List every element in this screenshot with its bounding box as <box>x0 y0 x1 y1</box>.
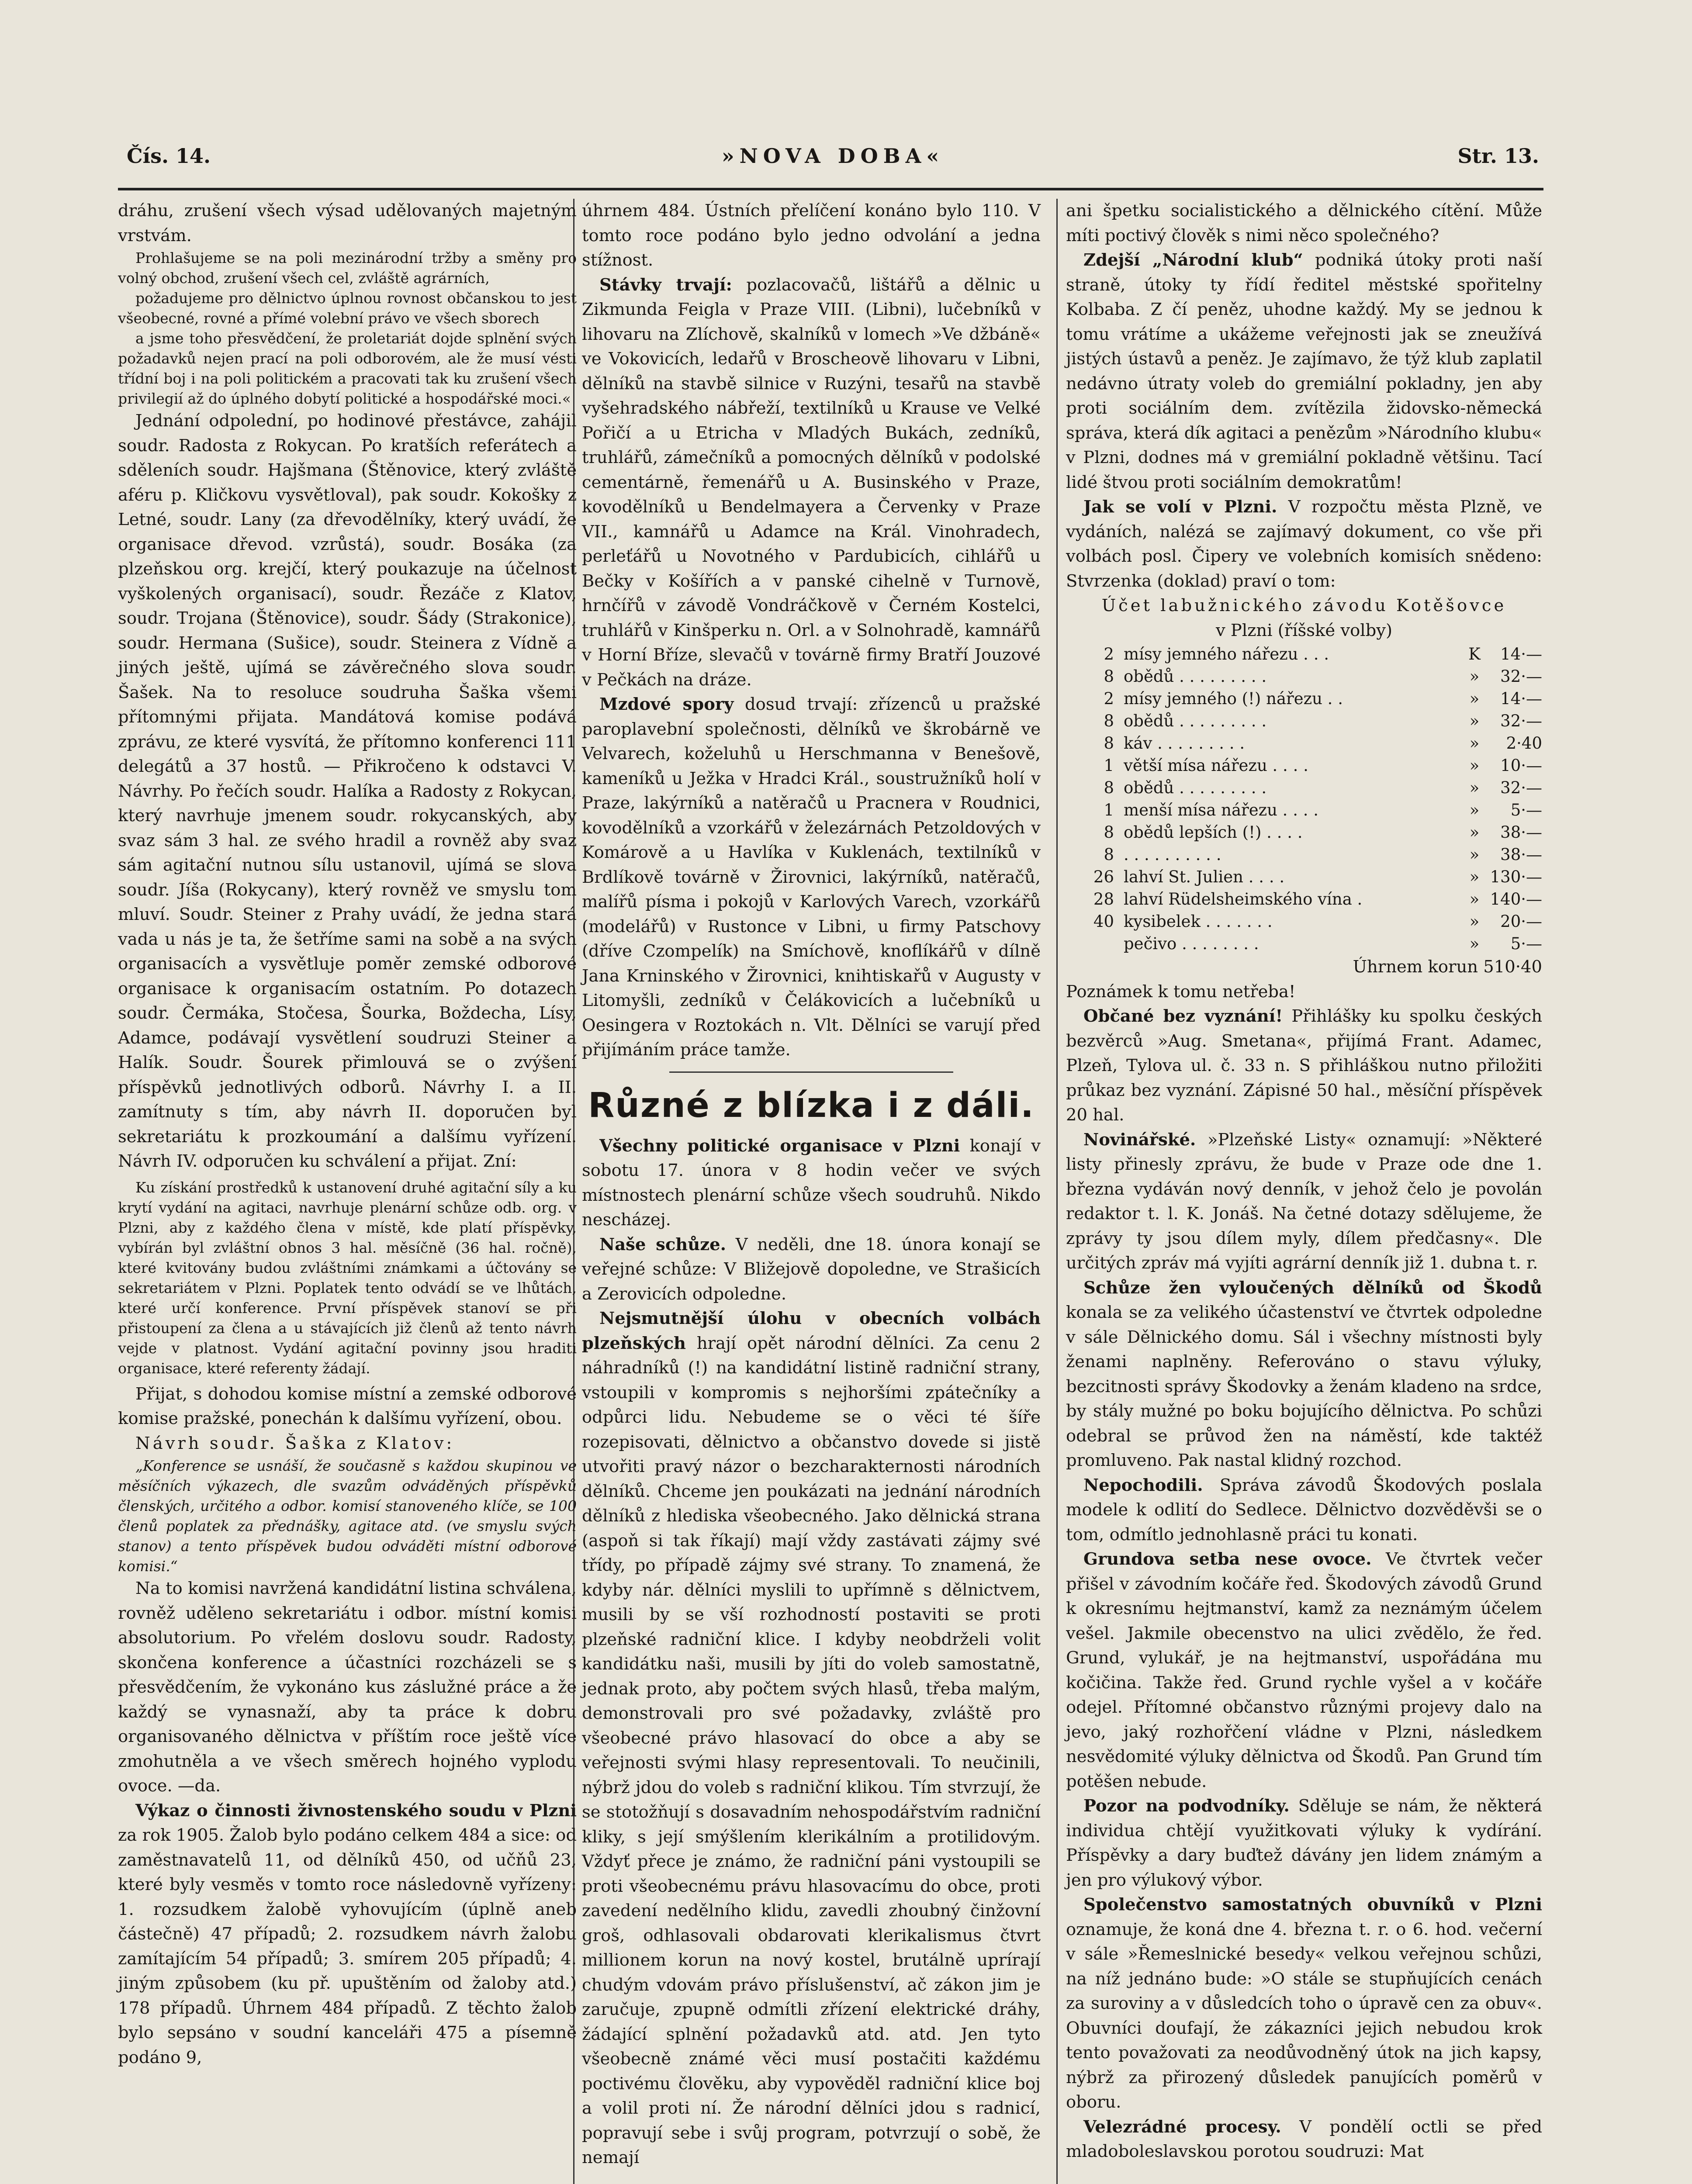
paragraph: Poznámek k tomu netřeba! <box>1066 981 1296 1002</box>
paragraph <box>1066 1547 1542 1794</box>
paragraph-heading: Velezrádné procesy. <box>1083 2117 1281 2137</box>
account-row <box>1066 933 1542 955</box>
paragraph <box>1066 1473 1542 1548</box>
item-amount: 5·— <box>1510 934 1542 953</box>
paragraph-text: V neděli, dne 18. února konají se veřejné schůze: V Bližejově dopoledne, ve Strašicích a Zerovicích odpoledne. <box>582 1234 1041 1304</box>
paragraph: Prohlašujeme se na poli mezinárodní tržby a směny pro volný obchod, zrušení všech cel, zvláště agrárních, <box>118 249 577 287</box>
paragraph-heading: Mzdové spory <box>599 695 734 714</box>
paragraph-text: Správa závodů Škodových poslala modele k odlití do Sedlece. Dělnictvo dozvěděvši se o tom, odmítlo jednohlasně práci tu konati. <box>1066 1475 1542 1545</box>
paragraph-heading: Pozor na podvodníky. <box>1083 1796 1290 1816</box>
item-name: lahví Rüdelsheimského vína . <box>1124 890 1363 909</box>
paragraph: a jsme toho přesvědčení, že proletariát dojde splnění svých požadavků nejen prací na poli odborovém, ale že musí vésti třídní boj i na poli politickém a pracovati tak ku zrušení všech privilegií až do úplného dobytí politické a hospodářské moci.« <box>118 330 577 407</box>
paragraph-text: podniká útoky proti naší straně, útoky ty řídí ředitel městské spořitelny Kolbaba. Z čí peněz, uhodne každý. My se jednou k tomu vrátíme a ukážeme veřejnosti jak se zneužívá jistých ústavů a peněz. Je zajímavo, že týž klub zaplatil nedávno útraty voleb do gremiální pokladny, jen aby proti sociálním dem. zvítězila židovsko-německá správa, která dík agitaci a penězům »Národního klubu« v Plzni, dodnes má v gremiální pokladně většinu. Tací lidé štvou proti sociálním demokratům! <box>1066 250 1542 492</box>
account-row <box>1066 665 1542 688</box>
paragraph: Na to komisi navržená kandidátní listina schválena, rovněž uděleno sekretariátu i odbor. místní komisi absolutorium. Po vřelém doslovu soudr. Radosty, skončena konference a účastníci rozcházeli se s přesvědčením, že vykonáno kus záslužné práce a že každý se vynasnaží, aby ta práce k dobru organisovaného dělnictva v příštím roce ještě více zmohutněla a ve všech směrech hojného vyplodu ovoce. —da. <box>118 1579 577 1796</box>
item-count: 1 <box>1104 801 1114 819</box>
item-amount: 14·— <box>1500 645 1542 663</box>
paragraph-heading: Všechny politické organisace v Plzni <box>599 1136 960 1156</box>
paragraph-heading: Nepochodili. <box>1083 1475 1203 1495</box>
item-name: lahví St. Julien . . . . <box>1124 867 1285 886</box>
item-count: 2 <box>1104 645 1114 663</box>
item-name: mísy jemného nářezu . . . <box>1124 645 1329 663</box>
currency: » <box>1469 823 1480 842</box>
account-row <box>1066 710 1542 732</box>
item-amount: 32·— <box>1500 712 1542 730</box>
paragraph-text: Ve čtvrtek večer přišel v závodním kočáře řed. Škodových závodů Grund k okresnímu hejtmanství, kamž za neznámým účelem vešel. Jakmile obecenstvo na ulici zvědělo, že řed. Grund, vylukář, je na hejtmanství, uspořádána mu kočičina. Takže řed. Grund rychle vyšel a v kočáře odejel. Přítomné občanstvo různými projevy dalo na jevo, jaký rozhořčení vládne v Plzni, následkem nesvědomité výluky dělnictva od Škodů. Pan Grund tím potěšen nebude. <box>1066 1549 1542 1791</box>
currency: » <box>1469 867 1480 886</box>
account-subtitle: v Plzni (říšské volby) <box>1215 620 1393 640</box>
paragraph <box>1066 248 1542 495</box>
account-row <box>1066 866 1542 888</box>
item-amount: 10·— <box>1500 756 1542 775</box>
account-row <box>1066 910 1542 933</box>
currency: » <box>1469 801 1480 819</box>
item-count: 8 <box>1104 734 1114 753</box>
item-amount: 32·— <box>1500 778 1542 797</box>
paragraph: požadujeme pro dělnictvo úplnou rovnost občanskou to jest všeobecné, rovné a přímé volební právo ve všech sborech <box>118 290 577 327</box>
item-name: . . . . . . . . . . <box>1124 845 1221 864</box>
account-row <box>1066 821 1542 843</box>
paragraph-heading: Zdejší „Národní klub“ <box>1083 250 1303 270</box>
paragraph-text: V rozpočtu města Plzně, ve vydáních, nalézá se zajímavý dokument, co vše při volbách posl. Čipery ve volebních komisích snědeno: Stvrzenka (doklad) praví o tom: <box>1066 497 1542 591</box>
paragraph-heading: Grundova setba nese ovoce. <box>1083 1549 1372 1569</box>
item-amount: 14·— <box>1500 689 1542 708</box>
currency: » <box>1469 712 1480 730</box>
paragraph <box>1066 1276 1542 1473</box>
item-count: 28 <box>1093 890 1114 909</box>
column-3 <box>1066 199 1542 2164</box>
item-count: 8 <box>1104 823 1114 842</box>
item-count: 8 <box>1104 712 1114 730</box>
item-count: 1 <box>1104 756 1114 775</box>
item-name: pečivo . . . . . . . . <box>1124 934 1259 953</box>
currency: » <box>1469 912 1480 931</box>
newspaper-title: »NOVA DOBA« <box>721 144 945 168</box>
paragraph: úhrnem 484. Ústních přelíčení konáno bylo 110. V tomto roce podáno bylo jedno odvolání a jedna stížnost. <box>582 201 1041 270</box>
quoted-proposal: Ku získání prostředků k ustanovení druhé agitační síly a ku krytí vydání na agitaci, navrhuje plenární schůze odb. org. v Plzni, aby z každého člena v místě, kde platí příspěvky, vybírán byl zvláštní obnos 3 hal. měsíčně (36 hal. ročně), které kvitovány budou zvláštními známkami a účtovány se sekretariátem v Plzni. Poplatek tento odvádí se ve lhůtách, které určí konference. První příspěvek stanoví se při přistoupení za člena a u stávajících již členů až tento návrh vejde v platnost. Vydání agitační povinny jsou hraditi organisace, které referenty žádají. <box>118 1178 577 1377</box>
currency: » <box>1469 890 1480 909</box>
paragraph <box>118 1799 577 2070</box>
item-name: obědů lepších (!) . . . . <box>1124 823 1303 842</box>
issue-number: Čís. 14. <box>127 144 211 168</box>
paragraph-text: V pondělí octli se před mladoboleslavskou porotou soudruzi: Mat <box>1066 2117 1542 2161</box>
paragraph-heading: Výkaz o činnosti živnostenského soudu v Plzni <box>135 1800 577 1821</box>
paragraph-text: konají v sobotu 17. února v 8 hodin večer ve svých místnostech plenární schůze všech soudruhů. Nikdo nescházej. <box>582 1136 1041 1230</box>
paragraph-text: pozlacovačů, lištářů a dělnic u Zikmunda Feigla v Praze VIII. (Libni), lučebníků v lihovaru na Zlíchově, skalníků v lomech »Ve džbáně« ve Vokovicích, ledařů v Broscheově lihovaru v Libni, dělníků na stavbě silnice v Ruzýni, tesařů na stavbě vyšehradského nábřeží, textilníků u Krause ve Velké Pořičí a u Etricha v Mladých Bukách, zedníků, truhlářů, zámečníků a pomocných dělníků v podolské cementárně, řemenářů u A. Businského v Praze, kovodělníků u Bendelmayera a Červenky v Praze VII., kamnářů u Adamce na Král. Vinohradech, perleťářů u Novotného v Pardubicích, cihlářů u Bečky v Košířích a v panské cihelně v Turnově, hrnčířů v závodě Vondráčkově v Černém Kostelci, truhlářů v Kinšperku n. Orl. a v Solnohradě, kamnářů v Horní Bříze, slevačů v továrně firmy Bratří Jouzové v Pečkách na dráze. <box>582 275 1041 690</box>
paragraph: dráhu, zrušení všech výsad udělovaných majetným vrstvám. <box>118 201 577 245</box>
currency: » <box>1469 845 1480 864</box>
currency: » <box>1469 934 1480 953</box>
item-name: káv . . . . . . . . . <box>1124 734 1245 753</box>
account-row <box>1066 732 1542 754</box>
item-name: menší mísa nářezu . . . . <box>1124 801 1319 819</box>
paragraph: Návrh soudr. Šaška z Klatov: <box>135 1433 455 1453</box>
paragraph-text: konala se za velikého účastenství ve čtvrtek odpoledne v sále Dělnického domu. Sál i všechny místnosti byly ženami naplněny. Referováno o stavu výluky, bezcitnosti správy Škodovky a ženám kladeno na srdce, by stály mužné po boku bojujícího dělnictva. Po schůzi odebral se průvod žen na náměstí, kde taktéž promluveno. Pak nastal klidný rozchod. <box>1066 1303 1542 1470</box>
item-amount: 20·— <box>1500 912 1542 931</box>
account-row <box>1066 777 1542 799</box>
paragraph <box>582 1306 1041 2170</box>
column-divider <box>1056 199 1058 2184</box>
paragraph <box>582 692 1041 1063</box>
paragraph: Přijat, s dohodou komise místní a zemské odborové komise pražské, ponechán k dalšímu vyřízení, obou. <box>118 1384 577 1428</box>
currency: » <box>1469 667 1480 686</box>
account-row <box>1066 843 1542 866</box>
paragraph-heading: Schůze žen vyloučených dělníků od Škodů <box>1083 1278 1542 1298</box>
currency: » <box>1469 778 1480 797</box>
paragraph-text: za rok 1905. Žalob bylo podáno celkem 484 a sice: od zaměstnavatelů 11, od dělníků 450, od učňů 23, které byly vesměs v tomto roce následovně vyřízeny: 1. rozsudkem žalobě vyhovujícím (úplně aneb částečně) 47 případů; 2. rozsudkem návrh žalobu zamítajícím 54 případů; 3. smírem 205 případů; 4. jiným způsobem (ku př. upuštěním od žaloby atd.) 178 případů. Úhrnem 484 případů. Z těchto žalob bylo sepsáno v soudní kanceláři 475 a písemně podáno 9, <box>118 1825 577 2067</box>
currency: K <box>1468 645 1481 663</box>
section-heading: Různé z blízka i z dáli. <box>588 1085 1035 1125</box>
item-name: mísy jemného (!) nářezu . . <box>1124 689 1343 708</box>
paragraph <box>1066 2115 1542 2164</box>
quoted-proposal: „Konference se usnáší, že současně s každou skupinou ve měsíčních výkazech, dle svazům odváděných příspěvků členských, určitého a odbor. komisí stanoveného klíče, se 100 členů poplatek za přednášky, agitace atd. (ve smyslu svých stanov) a tento příspěvek budou odváděti místní odborové komisi.“ <box>118 1457 577 1575</box>
item-name: kysibelek . . . . . . . <box>1124 912 1273 931</box>
paragraph-text: dosud trvají: zřízenců u pražské paroplavební společnosti, dělníků ve škrobárně ve Velvarech, koželuhů u Herschmanna v Benešově, kameníků u Ježka v Hradci Král., soustružníků holí v Praze, lakýrníků a natěračů u Pracnera v Roudnici, kovodělníků a vzorkářů v železárnách Petzoldových v Komárově a u Havlíka v Kuklenách, textilníků v Brdlíkově továrně v Žirovnici, lakýrníků, natěračů, malířů písma i pokojů v Karlových Varech, vzorkářů (modelářů) v Rustonce v Libni, u firmy Patschovy (dříve Czompelík) na Smíchově, knoflíkářů v dílně Jana Krninského v Žirovnici, knihtiskařů v Augusty v Litomyšli, zedníků v Čelákovicích a lučebníků u Oesingera v Roztokách n. Vlt. Dělníci se varují před přijímáním práce tamže. <box>582 695 1041 1060</box>
paragraph <box>1066 1893 1542 2115</box>
paragraph <box>582 1134 1041 1233</box>
paragraph-text: Přihlášky ku spolku českých bezvěrců »Aug. Smetana«, přijímá Frant. Adamec, Plzeň, Tylova ul. č. 33 n. S přihláškou nutno přiložiti průkaz bez vyznání. Zápisné 50 hal., měsíční příspěvek 20 hal. <box>1066 1006 1542 1125</box>
paragraph <box>582 273 1041 693</box>
item-count: 26 <box>1093 867 1114 886</box>
paragraph-heading: Novinářské. <box>1083 1130 1196 1150</box>
paragraph-heading: Naše schůze. <box>599 1234 727 1254</box>
account-table <box>1066 643 1542 955</box>
item-amount: 32·— <box>1500 667 1542 686</box>
item-count: 2 <box>1104 689 1114 708</box>
currency: » <box>1469 756 1480 775</box>
currency: » <box>1469 734 1480 753</box>
page-number: Str. 13. <box>1457 144 1539 168</box>
header-rule <box>118 188 1543 190</box>
account-row <box>1066 799 1542 821</box>
paragraph-heading: Stávky trvají: <box>599 275 732 295</box>
account-total: Úhrnem korun 510·40 <box>1353 957 1542 977</box>
paragraph-heading: Společenstvo samostatných obuvníků v Plzni <box>1083 1895 1542 1914</box>
column-1 <box>118 199 577 2070</box>
account-row <box>1066 888 1542 910</box>
paragraph-text: »Plzeňské Listy« oznamují: »Některé listy přinesly zprávu, že bude v Praze ode dne 1. března vydáván nový denník, v jehož čelo je povolán redaktor t. l. K. Jonáš. Na četné dotazy sdělujeme, že zprávy ty jsou dílem myly, dílem předčasny«. Dle určitých zpráv má vyjíti agrární denník již 1. dubna t. r. <box>1066 1130 1542 1273</box>
paragraph <box>1066 495 1542 594</box>
page-header <box>127 140 1539 179</box>
paragraph <box>1066 1128 1542 1276</box>
item-name: obědů . . . . . . . . . <box>1124 712 1267 730</box>
paragraph-heading: Nejsmutnější úlohu v obecních volbách plzeňských <box>582 1309 1041 1353</box>
paragraph <box>582 1233 1041 1307</box>
item-amount: 38·— <box>1500 823 1542 842</box>
item-count: 40 <box>1093 912 1114 931</box>
paragraph-heading: Jak se volí v Plzni. <box>1083 497 1277 517</box>
divider <box>669 1071 953 1073</box>
item-amount: 38·— <box>1500 845 1542 864</box>
paragraph: ani špetku socialistického a dělnického cítění. Může míti poctivý člověk s nimi něco společného? <box>1066 201 1542 245</box>
item-count: 8 <box>1104 778 1114 797</box>
item-amount: 2·40 <box>1506 734 1542 753</box>
account-row <box>1066 643 1542 665</box>
paragraph-text: Sděluje se nám, že některá individua chtějí využitkovati výluky k vydírání. Příspěvky a dary buďtež dávány jen lidem známým a jen pro výlukový výbor. <box>1066 1796 1542 1890</box>
item-count <box>1066 933 1124 955</box>
currency: » <box>1469 689 1480 708</box>
item-count: 8 <box>1104 845 1114 864</box>
item-amount: 5·— <box>1510 801 1542 819</box>
paragraph <box>1066 1794 1542 1893</box>
account-title: Účet labužnického závodu Kotěšovce <box>1101 596 1507 615</box>
paragraph <box>1066 1004 1542 1128</box>
paragraph: Jednání odpolední, po hodinové přestávce, zahájil soudr. Radosta z Rokycan. Po kratších referátech a sděleních soudr. Hajšmana (Štěnovice, který zvláště aféru p. Kličkovu vysvětloval), pak soudr. Kokošky z Letné, soudr. Lany (za dřevodělníky, který uvádí, že organisace dřevod. vzrůstá), soudr. Bosáka (za plzeňskou org. krejčí, který poukazuje na účelnost vyškolených organisací), soudr. Řezáče z Klatov, soudr. Trojana (Štěnovice), soudr. Šády (Strakonice), soudr. Hermana (Sušice), soudr. Steinera z Vídně a jiných ještě, ujímá se závěrečného slova soudr. Šašek. Na to resoluce soudruha Šaška všemi přítomnými přijata. Mandátová komise podává zprávu, ze které vysvítá, že přítomno konferenci 111 delegátů a 37 hostů. — Přikročeno k odstavci V. Návrhy. Po řečích soudr. Halíka a Radosty z Rokycan, který navrhuje jmenem soudr. rokycanských, aby svaz sám 3 hal. ze svého hradil a rovněž aby svaz sám agitační nutnou sílu ustanovil, ujímá se slova soudr. Jíša (Rokycany), který rovněž ve smyslu tom mluví. Soudr. Steiner z Prahy uvádí, že jedna stará vada u nás je ta, že šetříme sami na sobě a na svých organisacích a vysvětluje poměr zemské odborové organisace k organisacím ostatním. Po dotazech soudr. Čermáka, Stočesa, Šourka, Boždecha, Lísy, Adamce, podávají vysvětlení soudruzi Steiner a Halík. Soudr. Šourek přimlouvá se o zvýšení příspěvků jednotlivých odborů. Návrhy I. a II. zamítnuty s tím, aby návrh II. doporučen byl sekretariátu k prozkoumání a dalšímu vyřízení. Návrh IV. odporučen ku schválení a přijat. Zní: <box>118 411 577 1171</box>
paragraph-text: oznamuje, že koná dne 4. března t. r. o 6. hod. večerní v sále »Řemeslnické besedy« velkou veřejnou schůzi, na níž jednáno bude: »O stále se stupňujících cenách za suroviny a v důsledcích toho o úpravě cen za obuv«. Obuvníci doufají, že zákazníci jejich nebudou krok tento považovati za neodůvodněný útok na jich kapsy, nýbrž za přirozený důsledek panujících poměrů v oboru. <box>1066 1919 1542 2112</box>
item-name: obědů . . . . . . . . . <box>1124 667 1267 686</box>
item-name: obědů . . . . . . . . . <box>1124 778 1267 797</box>
item-amount: 140·— <box>1490 890 1542 909</box>
item-count: 8 <box>1104 667 1114 686</box>
paragraph-heading: Občané bez vyznání! <box>1083 1006 1283 1026</box>
item-name: větší mísa nářezu . . . . <box>1124 756 1308 775</box>
account-row <box>1066 688 1542 710</box>
item-amount: 130·— <box>1490 867 1542 886</box>
column-2 <box>582 199 1041 2170</box>
paragraph-text: hrají opět národní dělníci. Za cenu 2 náhradníků (!) na kandidátní listině radniční strany, vstoupili v kompromis s nejhoršími zpátečníky a odpůrci lidu. Nebudeme se o věci té šíře rozepisovati, dělnictvo a občanstvo dovede si jistě utvořiti pravý názor o bezcharakternosti národních dělníků. Chceme jen poukázati na jednání národních dělníků z hlediska všeobecného. Jako dělnická strana (aspoň si tak říkají) mají vždy zastávati zájmy své třídy, po případě zájmy své strany. To znamená, že kdyby nár. dělníci myslili to upřímně s dělnictvem, musili by se vší rozhodností postaviti se proti plzeňské radniční klice. I kdyby neobdrželi volit kandidátku naši, musili by jíti do voleb samostatně, jednak proto, aby počtem svých hlasů, třeba malým, demonstrovali pro své požadavky, zvláště pro všeobecné právo hlasovací do obce a aby se veřejnosti svými hlasy representovali. To neučinili, nýbrž jdou do voleb s radniční klikou. Tím stvrzují, že se stotožňují s dosavadním nehospodářstvím radniční kliky, s její smýšlením klerikálním a protilidovým. Vždyť přece je známo, že radniční páni vystoupili se proti všeobecnému právu hlasovacímu do obce, proti zavedení nedělního klidu, zavedli zhoubný činžovní groš, odhlasovali obdarovati klerikalismus čtvrt millionem korun na nový kostel, brutálně uprírají chudým vdovám právo příslušenství, ač zákon jim je zaručuje, zpupně odmítli zřízení elektrické dráhy, žádající splnění požadavků atd. atd. Jen tyto všeobecně známé věci musí postačiti každému poctivému člověku, aby vypověděl radniční klice boj a volil proti ní. Že národní dělníci jdou s radnicí, popravují sebe i svůj program, potvrzují o sobě, že nemají <box>582 1333 1041 2167</box>
account-row <box>1066 754 1542 777</box>
